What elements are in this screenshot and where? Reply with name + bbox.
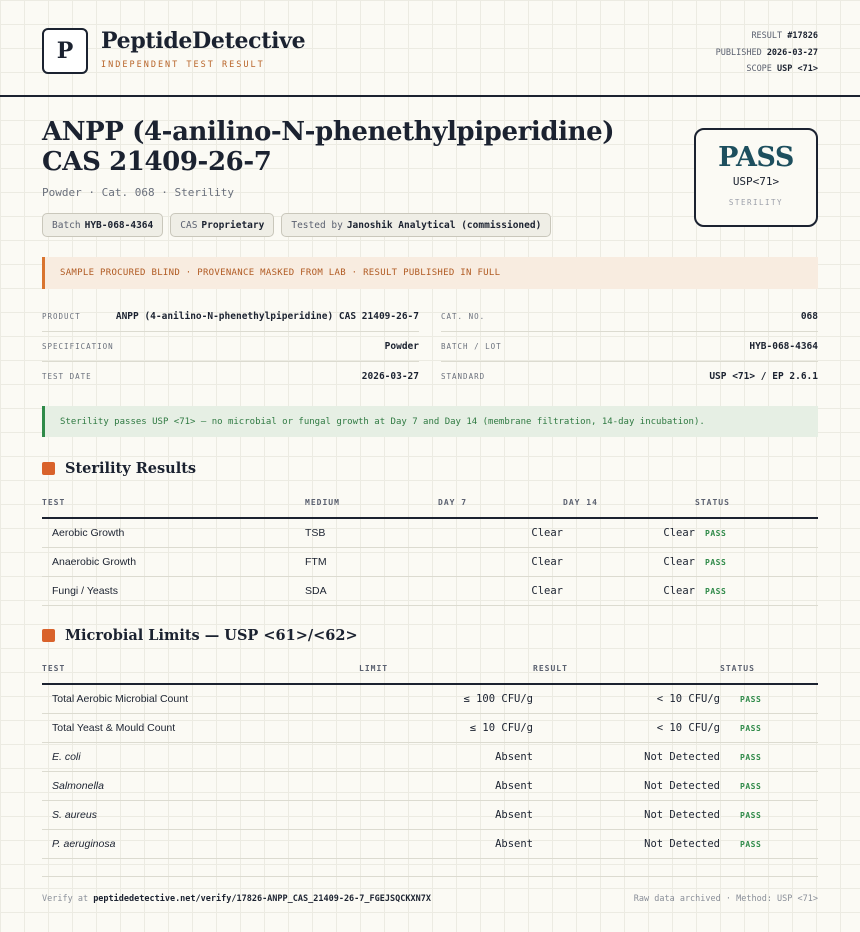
column-header: STATUS: [695, 487, 818, 518]
medium: FTM: [305, 548, 438, 577]
column-header: RESULT: [533, 653, 720, 684]
limit: Absent: [359, 830, 533, 859]
medium: TSB: [305, 518, 438, 548]
result-label: RESULT: [751, 31, 783, 41]
cas-chip: [170, 213, 274, 237]
published-date: 2026-03-27: [766, 47, 818, 58]
chip-value: HYB-068-4364: [84, 219, 154, 231]
product-subtitle: Powder · Cat. 068 · Sterility: [42, 186, 235, 199]
logo-icon: [42, 28, 88, 74]
info-key: STANDARD: [441, 371, 486, 381]
test-name: Fungi / Yeasts: [42, 577, 305, 606]
table-header-row: [42, 487, 818, 518]
result: < 10 CFU/g: [533, 684, 720, 714]
page-title: ANPP (4-anilino-N-phenethylpiperidine) CAS 21409-26-7: [42, 117, 615, 177]
test-name: Anaerobic Growth: [42, 548, 305, 577]
info-key: CAT. NO.: [441, 311, 486, 321]
info-value: ANPP (4-anilino-N-phenethylpiperidine) CAS 21409-26-7: [115, 310, 419, 322]
day7-result: Clear: [438, 577, 563, 606]
day7-result: Clear: [438, 548, 563, 577]
chip-label: Batch: [52, 219, 81, 231]
verdict-label: STERILITY: [728, 198, 784, 207]
table-row: [42, 518, 818, 548]
limit: ≤ 100 CFU/g: [359, 684, 533, 714]
procurement-notice: SAMPLE PROCURED BLIND · PROVENANCE MASKED FROM LAB · RESULT PUBLISHED IN FULL: [42, 257, 818, 289]
info-row-specification: [42, 331, 419, 362]
report-meta: [716, 28, 818, 78]
table-row: [42, 548, 818, 577]
result: < 10 CFU/g: [533, 714, 720, 743]
table-row: [42, 577, 818, 606]
verdict-standard: USP<71>: [732, 175, 780, 188]
result: Not Detected: [533, 830, 720, 859]
section-title: Microbial Limits — USP <61>/<62>: [65, 627, 358, 644]
status-badge: PASS: [720, 714, 818, 743]
section-title: Sterility Results: [65, 460, 197, 477]
test-name: E. coli: [42, 743, 359, 772]
info-key: PRODUCT: [42, 311, 81, 321]
report-header: [0, 0, 860, 97]
test-name: Total Yeast & Mould Count: [42, 714, 359, 743]
table-row: [42, 772, 818, 801]
scope-label: SCOPE: [746, 64, 772, 74]
column-header: DAY 7: [438, 487, 563, 518]
result-id: #17826: [787, 31, 818, 41]
limit: Absent: [359, 743, 533, 772]
status-badge: PASS: [720, 830, 818, 859]
status-badge: PASS: [695, 548, 818, 577]
column-header: DAY 14: [563, 487, 695, 518]
verify-label: Verify at: [42, 894, 89, 904]
column-header: TEST: [42, 653, 359, 684]
footer-divider: [42, 876, 818, 877]
result: Not Detected: [533, 801, 720, 830]
table-row: [42, 714, 818, 743]
chip-label: Tested by: [291, 219, 343, 231]
test-name: Salmonella: [42, 772, 359, 801]
test-name: S. aureus: [42, 801, 359, 830]
table-row: [42, 684, 818, 714]
section-marker-icon: [42, 462, 55, 475]
microbial-table: [42, 653, 818, 859]
info-value: USP <71> / EP 2.6.1: [709, 370, 818, 382]
product-chips: [42, 213, 551, 237]
info-key: TEST DATE: [42, 371, 92, 381]
limit: Absent: [359, 772, 533, 801]
info-row-product: [42, 301, 419, 332]
day14-result: Clear: [563, 548, 695, 577]
column-header: MEDIUM: [305, 487, 438, 518]
day14-result: Clear: [563, 577, 695, 606]
logo-letter: P: [56, 38, 74, 64]
status-badge: PASS: [695, 577, 818, 606]
verify-link[interactable]: peptidedetective.net/verify/17826-ANPP_CAS_21409-26-7_FGEJSQCKXN7X: [93, 894, 431, 904]
summary-banner: Sterility passes USP <71> — no microbial or fungal growth at Day 7 and Day 14 (membrane filtration, 14-day incubation).: [42, 406, 818, 437]
status-badge: PASS: [720, 772, 818, 801]
result: Not Detected: [533, 772, 720, 801]
info-value: 2026-03-27: [361, 370, 419, 382]
day7-result: Clear: [438, 518, 563, 548]
column-header: TEST: [42, 487, 305, 518]
sterility-section-header: [42, 460, 196, 477]
column-header: STATUS: [720, 653, 818, 684]
published-label: PUBLISHED: [715, 47, 762, 58]
archive-note: Raw data archived · Method: USP <71>: [633, 894, 818, 904]
info-row-standard: [441, 361, 818, 391]
test-name: P. aeruginosa: [42, 830, 359, 859]
table-row: [42, 743, 818, 772]
sterility-table: [42, 487, 818, 606]
info-value: HYB-068-4364: [749, 340, 818, 352]
info-value: 068: [800, 310, 818, 322]
scope-value: USP <71>: [777, 64, 818, 74]
tested-by-chip: [281, 213, 551, 237]
result: Not Detected: [533, 743, 720, 772]
info-key: SPECIFICATION: [42, 341, 114, 351]
test-name: Total Aerobic Microbial Count: [42, 684, 359, 714]
verdict-card: [694, 128, 818, 227]
info-row-batch: [441, 331, 818, 362]
chip-label: CAS: [180, 219, 198, 231]
medium: SDA: [305, 577, 438, 606]
chip-value: Proprietary: [201, 219, 265, 231]
table-row: [42, 830, 818, 859]
info-key: BATCH / LOT: [441, 341, 502, 351]
section-marker-icon: [42, 629, 55, 642]
status-badge: PASS: [720, 684, 818, 714]
info-row-cat-no: [441, 301, 818, 332]
brand-name: PeptideDetective: [101, 28, 306, 54]
limit: Absent: [359, 801, 533, 830]
verdict-word: PASS: [718, 142, 794, 173]
test-name: Aerobic Growth: [42, 518, 305, 548]
brand-tagline: INDEPENDENT TEST RESULT: [101, 60, 265, 70]
column-header: LIMIT: [359, 653, 533, 684]
table-row: [42, 801, 818, 830]
status-badge: PASS: [720, 743, 818, 772]
status-badge: PASS: [720, 801, 818, 830]
verify-text: [42, 894, 431, 904]
day14-result: Clear: [563, 518, 695, 548]
status-badge: PASS: [695, 518, 818, 548]
limit: ≤ 10 CFU/g: [359, 714, 533, 743]
table-header-row: [42, 653, 818, 684]
info-row-test-date: [42, 361, 419, 391]
batch-chip: [42, 213, 163, 237]
info-value: Powder: [384, 340, 419, 352]
chip-value: Janoshik Analytical (commissioned): [346, 219, 542, 231]
microbial-section-header: [42, 627, 358, 644]
